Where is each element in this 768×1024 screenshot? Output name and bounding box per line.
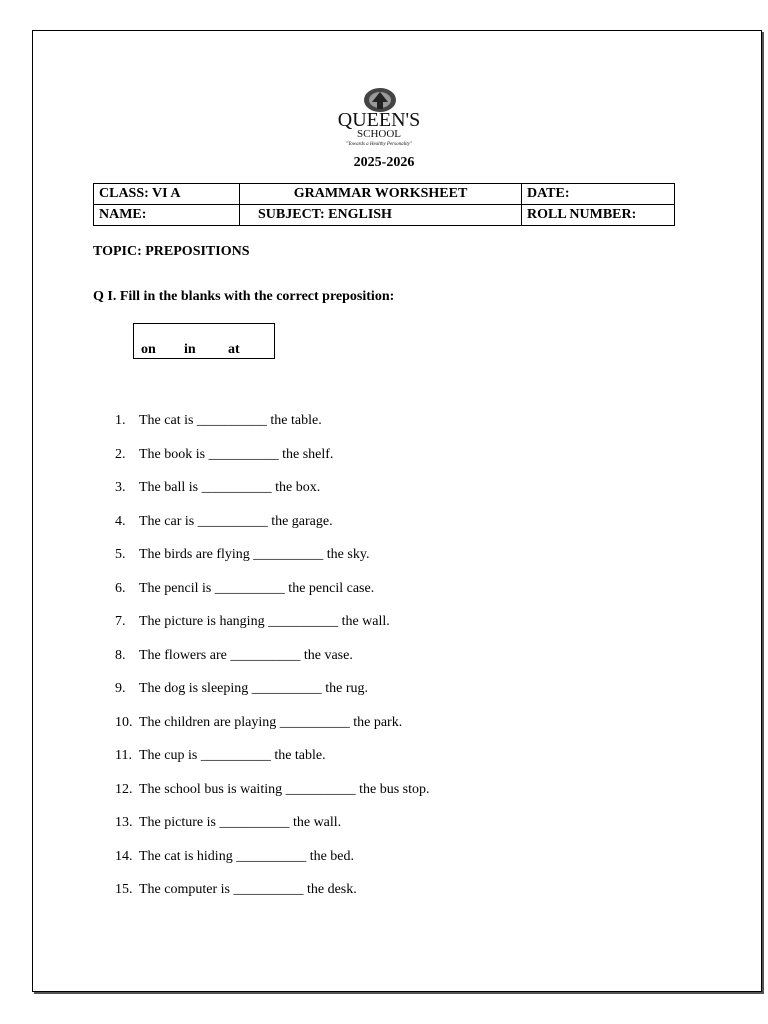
date-cell: DATE: [522, 184, 675, 205]
item-text: The children are playing __________ the park. [139, 714, 403, 730]
item-text: The computer is __________ the desk. [139, 882, 357, 897]
logo-motto: "Towards a Healthy Personality" [345, 142, 413, 147]
item-number: 3. [115, 480, 126, 495]
info-row [94, 184, 675, 205]
item-text: The book is __________ the shelf. [139, 446, 334, 462]
roll-number-cell: ROLL NUMBER: [522, 205, 675, 226]
item-text: The cat is hiding __________ the bed. [139, 848, 355, 864]
item-text: The ball is __________ the box. [139, 480, 321, 495]
list-item [115, 580, 430, 614]
class-cell: CLASS: VI A [94, 184, 240, 205]
item-text: The cup is __________ the table. [139, 748, 326, 763]
word-bank-item: in [184, 342, 196, 357]
question-heading: Q I. Fill in the blanks with the correct preposition: [93, 289, 395, 304]
item-number: 4. [115, 513, 126, 529]
list-item [115, 412, 430, 446]
item-number: 6. [115, 580, 126, 596]
item-number: 8. [115, 647, 126, 663]
item-number: 15. [115, 882, 133, 897]
item-number: 2. [115, 446, 126, 462]
list-item [115, 647, 430, 681]
subject-cell: SUBJECT: ENGLISH [240, 205, 522, 226]
school-logo [318, 86, 440, 148]
list-item [115, 680, 430, 714]
list-item [115, 613, 430, 647]
list-item [115, 714, 430, 748]
logo-sub: SCHOOL [356, 128, 402, 140]
info-table [93, 183, 675, 226]
item-text: The picture is __________ the wall. [139, 815, 342, 830]
list-item [115, 814, 430, 848]
list-item [115, 479, 430, 513]
item-text: The school bus is waiting __________ the bus stop. [139, 781, 430, 797]
info-row [94, 205, 675, 226]
academic-year: 2025-2026 [353, 155, 415, 170]
list-item [115, 513, 430, 547]
item-number: 10. [115, 714, 133, 730]
list-item [115, 848, 430, 882]
topic-heading: TOPIC: PREPOSITIONS [93, 244, 250, 259]
item-text: The car is __________ the garage. [139, 513, 333, 529]
word-bank-item: on [141, 342, 156, 357]
item-number: 5. [115, 547, 126, 562]
item-text: The pencil is __________ the pencil case. [139, 580, 375, 596]
word-bank-box [133, 323, 275, 359]
item-text: The birds are flying __________ the sky. [139, 547, 370, 562]
name-cell: NAME: [94, 205, 240, 226]
worksheet-title-cell: GRAMMAR WORKSHEET [240, 184, 522, 205]
item-text: The flowers are __________ the vase. [139, 647, 353, 663]
question-list [115, 412, 430, 915]
item-text: The picture is hanging __________ the wall. [139, 614, 390, 629]
item-number: 11. [115, 748, 132, 763]
list-item [115, 446, 430, 480]
list-item [115, 546, 430, 580]
item-text: The cat is __________ the table. [139, 413, 322, 428]
item-number: 13. [115, 815, 133, 830]
list-item [115, 747, 430, 781]
item-number: 9. [115, 681, 126, 696]
list-item [115, 881, 430, 915]
item-number: 12. [115, 781, 133, 797]
item-number: 14. [115, 848, 133, 864]
item-text: The dog is sleeping __________ the rug. [139, 681, 369, 696]
item-number: 7. [115, 614, 126, 629]
list-item [115, 781, 430, 815]
logo-name: QUEEN'S [337, 109, 421, 131]
word-bank-item: at [228, 342, 240, 357]
item-number: 1. [115, 413, 126, 428]
